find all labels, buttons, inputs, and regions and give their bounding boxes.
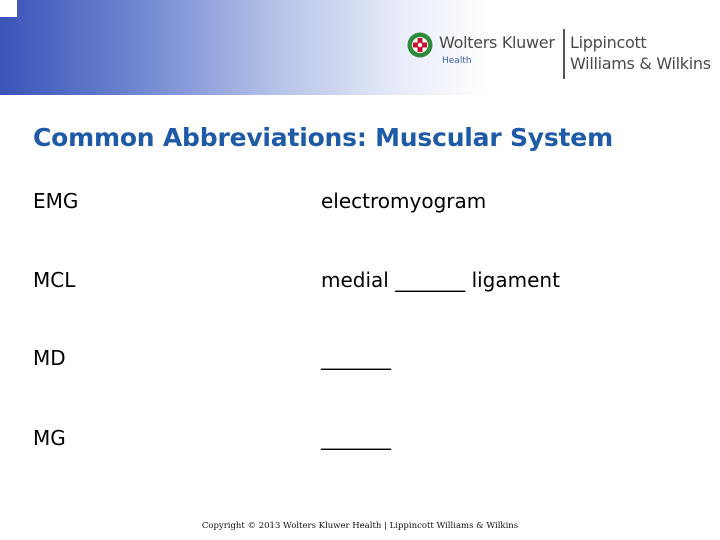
copyright-footer: Copyright © 2013 Wolters Kluwer Health | Lippincott Williams & Wilkins xyxy=(201,521,519,531)
imprint-name-line1: Lippincott xyxy=(570,33,647,52)
abbreviation-row xyxy=(0,346,720,376)
abbreviation-definition: _______ xyxy=(321,426,391,450)
imprint-name-line2: Williams & Wilkins xyxy=(570,54,711,73)
company-name: Wolters Kluwer xyxy=(439,33,555,52)
abbreviation-term: MG xyxy=(33,426,66,450)
abbreviation-definition: medial _______ ligament xyxy=(321,268,560,292)
slide-title: Common Abbreviations: Muscular System xyxy=(33,123,613,152)
abbreviation-term: MD xyxy=(33,346,66,370)
wolters-kluwer-globe-icon xyxy=(406,31,434,59)
abbreviation-term: EMG xyxy=(33,189,79,213)
publisher-logo xyxy=(406,27,716,82)
division-name: Health xyxy=(442,56,472,66)
abbreviation-term: MCL xyxy=(33,268,76,292)
abbreviation-row xyxy=(0,426,720,456)
corner-square xyxy=(0,0,17,17)
abbreviation-row xyxy=(0,189,720,219)
abbreviation-definition: electromyogram xyxy=(321,189,487,213)
abbreviation-row xyxy=(0,268,720,298)
abbreviation-definition: _______ xyxy=(321,346,391,370)
logo-divider xyxy=(563,29,565,79)
